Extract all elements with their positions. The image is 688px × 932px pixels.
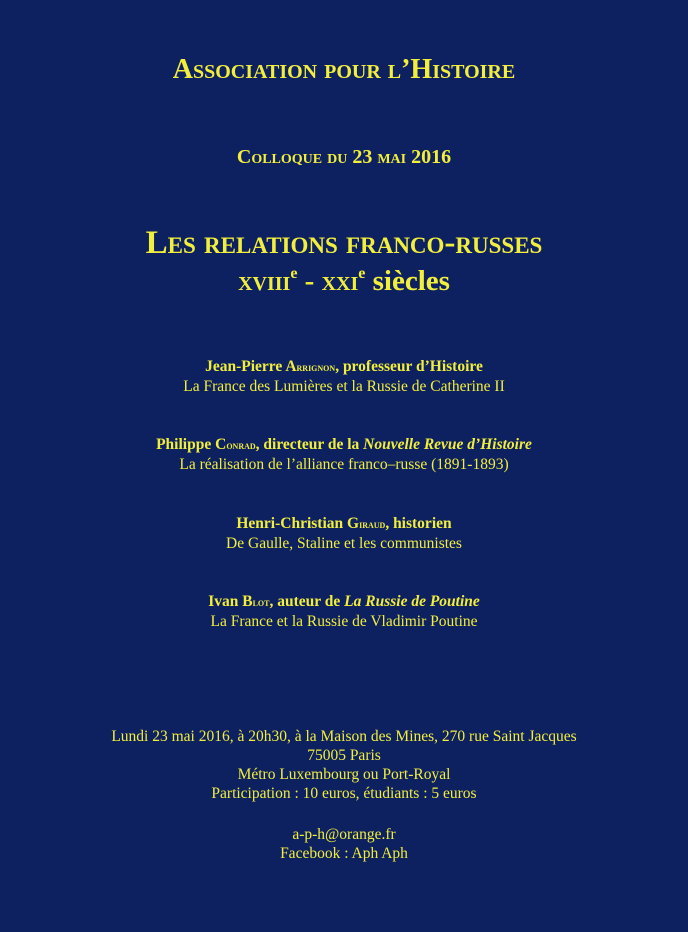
event-price: Participation : 10 euros, étudiants : 5 euros [211, 785, 477, 802]
speaker-topic: La France et la Russie de Vladimir Poutine [210, 613, 478, 630]
century-end-superscript: e [358, 265, 366, 282]
speaker-name-line [0, 435, 688, 455]
speaker-name-line [0, 592, 688, 612]
speaker-last-name-rest: onrad [226, 438, 256, 452]
speaker-role: , directeur de la [255, 436, 364, 453]
speaker-name-line [0, 514, 688, 534]
speaker-first-name: Philippe [156, 436, 216, 453]
speaker-block [0, 592, 688, 631]
speaker-block [0, 435, 688, 474]
speaker-topic: De Gaulle, Staline et les communistes [226, 535, 462, 552]
contact-facebook[interactable]: Facebook : Aph Aph [280, 845, 408, 862]
speaker-first-name: Ivan [208, 593, 243, 610]
speaker-topic: La réalisation de l’alliance franco–russe (1891-1893) [179, 456, 509, 473]
century-start-superscript: e [290, 265, 298, 282]
colloque-date: Colloque du 23 mai 2016 [236, 146, 452, 168]
speaker-last-name-rest: rrignon [296, 360, 336, 374]
contact-email[interactable]: a-p-h@orange.fr [292, 826, 396, 843]
speaker-last-initial: C [215, 436, 227, 453]
speaker-last-name-rest: lot [252, 595, 270, 609]
speaker-last-initial: B [242, 593, 253, 610]
speaker-role: , auteur de [269, 593, 345, 610]
event-details [0, 727, 688, 803]
event-when-where: Lundi 23 mai 2016, à 20h30, à la Maison des Mines, 270 rue Saint Jacques [111, 728, 577, 745]
title-line-1: Les relations franco-russes [145, 225, 543, 261]
title-line-2 [0, 263, 688, 299]
speaker-last-name-rest: iraud [359, 517, 386, 531]
century-end: - xxi [297, 265, 359, 297]
contact-details [0, 825, 688, 863]
speaker-role-italic: La Russie de Poutine [344, 593, 480, 610]
speaker-last-initial: A [285, 358, 297, 375]
speaker-block [0, 514, 688, 553]
speaker-first-name: Henri-Christian [236, 515, 348, 532]
speaker-topic: La France des Lumières et la Russie de Catherine II [183, 378, 505, 395]
speaker-role-italic: Nouvelle Revue d’Histoire [363, 436, 532, 453]
organization-heading: Association pour l’Histoire [172, 54, 516, 85]
speaker-name-line [0, 357, 688, 377]
centuries-word: siècles [365, 265, 450, 297]
speaker-role: , professeur d’Histoire [335, 358, 483, 375]
speaker-first-name: Jean-Pierre [205, 358, 286, 375]
speaker-block [0, 357, 688, 396]
speaker-role: , historien [385, 515, 452, 532]
speaker-last-initial: G [347, 515, 360, 532]
event-postcode: 75005 Paris [307, 747, 381, 764]
event-metro: Métro Luxembourg ou Port-Royal [237, 766, 451, 783]
century-start: xviii [238, 265, 291, 297]
